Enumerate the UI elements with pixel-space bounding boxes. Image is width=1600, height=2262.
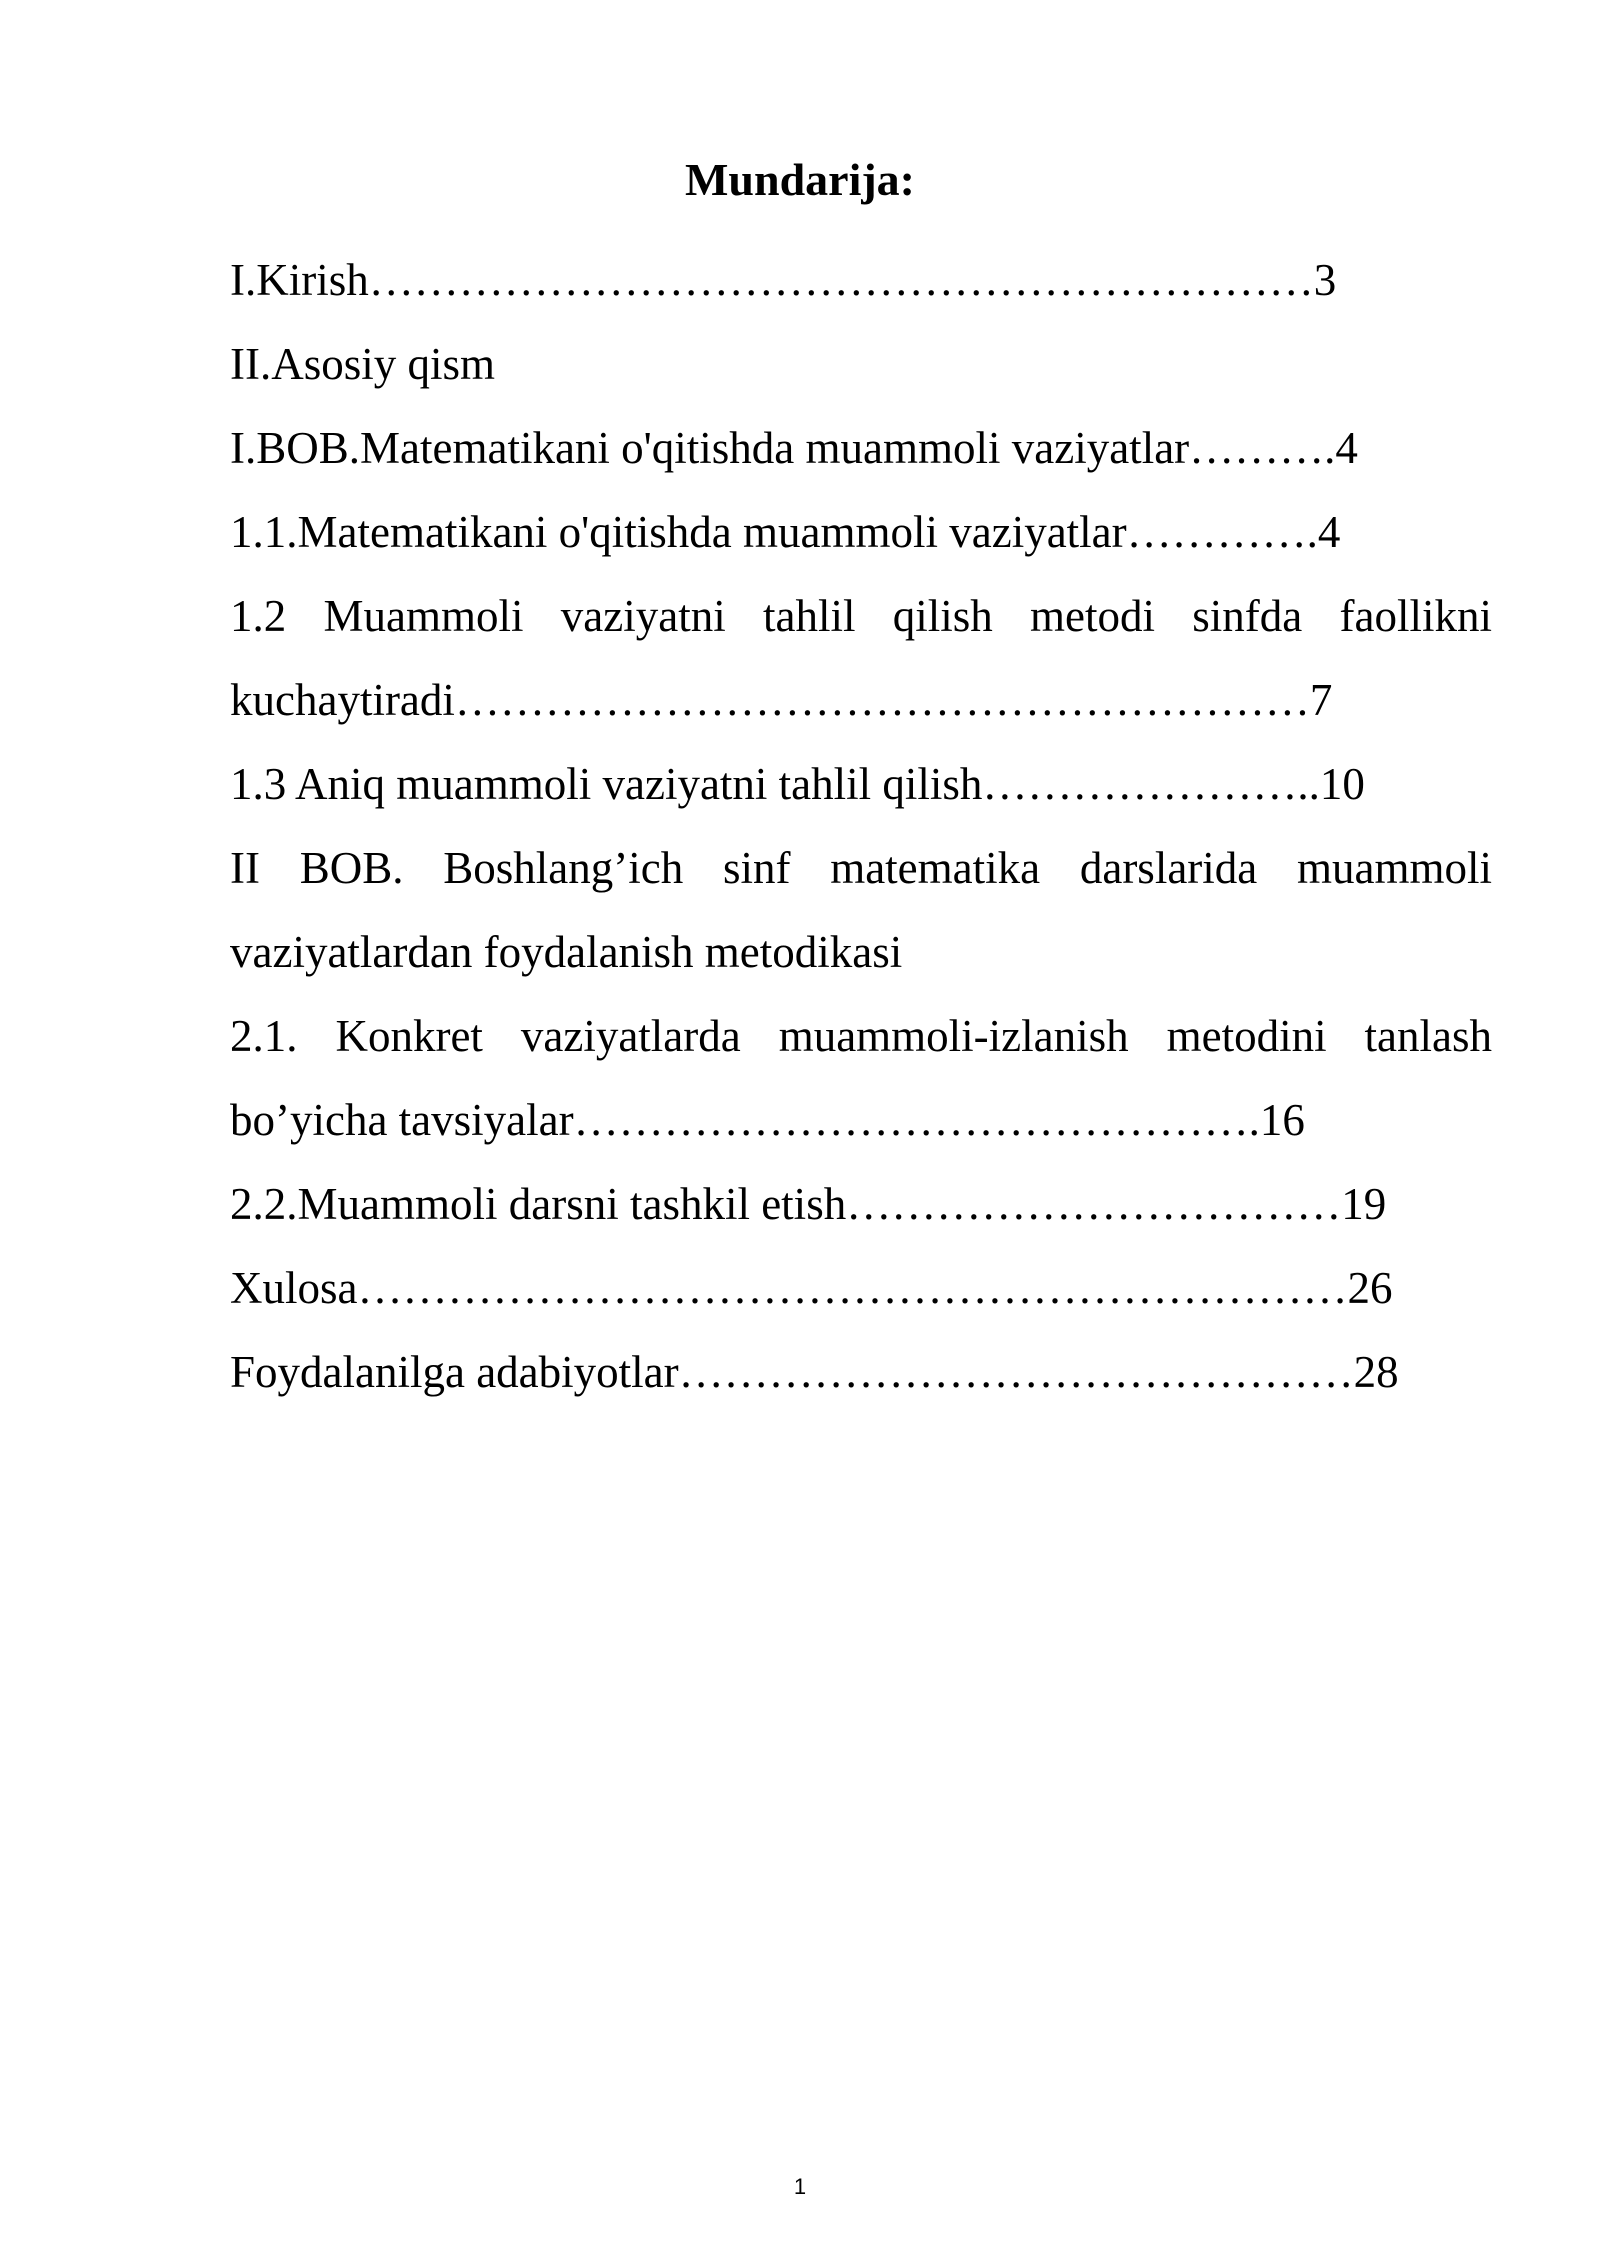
page-title: Mundarija: xyxy=(685,154,915,205)
toc-entry-adabiyotlar: Foydalanilga adabiyotlar………………………………………28 xyxy=(230,1347,1399,1397)
toc-entry-1-1: 1.1.Matematikani o'qitishda muammoli vaziyatlar………….4 xyxy=(230,507,1341,557)
toc-entry-2-1-line2: bo’yicha tavsiyalar……………………………………….16 xyxy=(230,1095,1305,1145)
toc-entry-2-2: 2.2.Muammoli darsni tashkil etish……………………………19 xyxy=(230,1179,1387,1229)
table-of-contents xyxy=(230,238,1492,1414)
toc-entry-bob2-line2: vaziyatlardan foydalanish metodikasi xyxy=(230,927,903,977)
toc-entry-2-1-line1: 2.1. Konkret vaziyatlarda muammoli-izlanish metodini tanlash xyxy=(230,1011,1492,1061)
toc-entry-asosiy-qism: II.Asosiy qism xyxy=(230,339,496,389)
toc-entry-1-2-line1: 1.2 Muammoli vaziyatni tahlil qilish metodi sinfda faollikni xyxy=(230,591,1492,641)
toc-entry-1-3: 1.3 Aniq muammoli vaziyatni tahlil qilish…………………..10 xyxy=(230,759,1365,809)
toc-entry-xulosa: Xulosa…………………………………………………………26 xyxy=(230,1263,1393,1313)
page-number: 1 xyxy=(793,2174,807,2199)
toc-entry-bob1: I.BOB.Matematikani o'qitishda muammoli vaziyatlar……….4 xyxy=(230,423,1358,473)
toc-entry-kirish: I.Kirish………………………………………………………3 xyxy=(230,255,1337,305)
toc-entry-1-2-line2: kuchaytiradi…………………………………………………7 xyxy=(230,675,1333,725)
toc-entry-bob2-line1: II BOB. Boshlang’ich sinf matematika darslarida muammoli xyxy=(230,843,1492,893)
